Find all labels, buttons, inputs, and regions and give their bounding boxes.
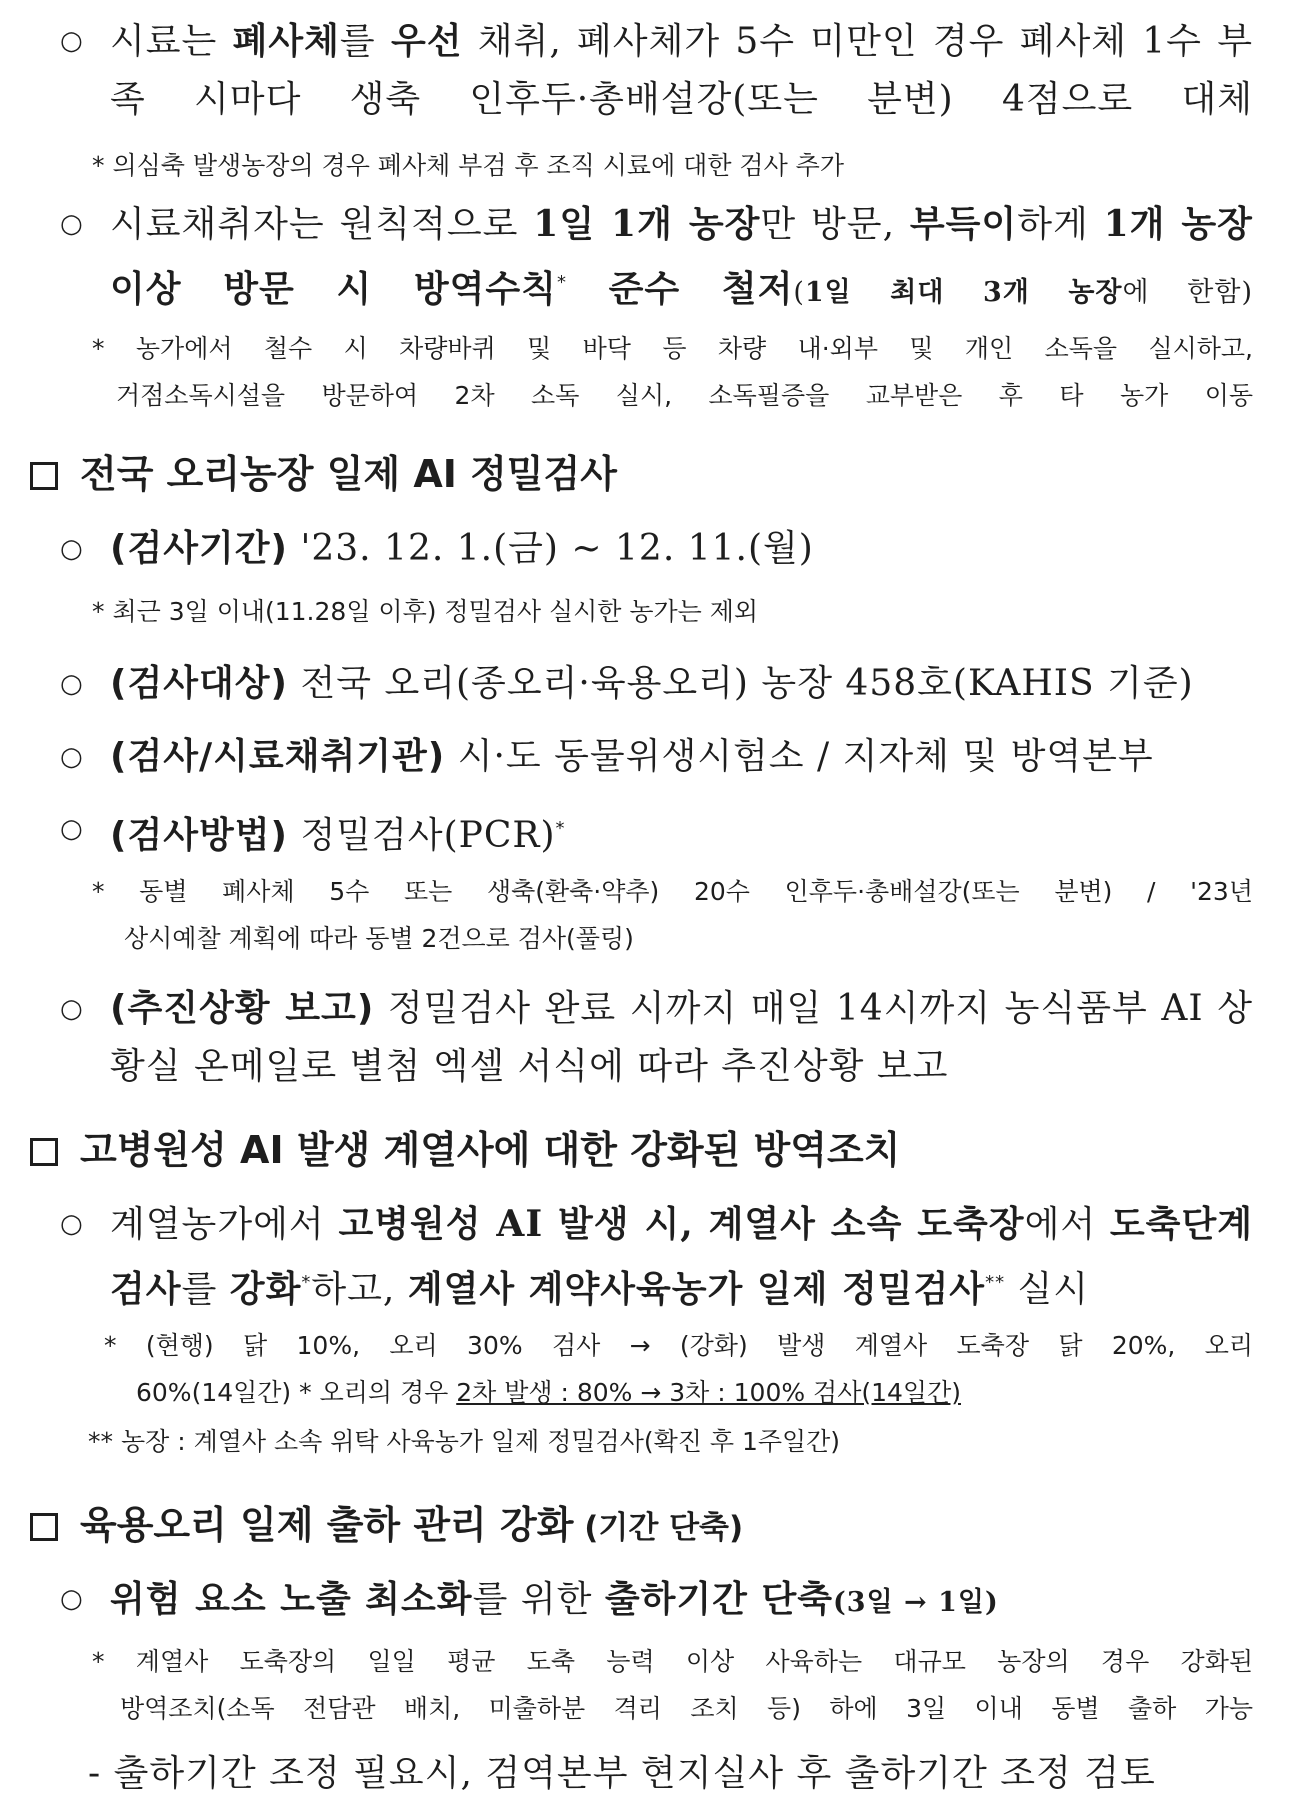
paragraph-text: (검사방법) 정밀검사(PCR)* (110, 815, 566, 856)
paragraph-text: 계열농가에서 고병원성 AI 발생 시, 계열사 소속 도축장에서 도축단계 검사를 강화*하고, 계열사 계약사육농가 일제 정밀검사** 실시 (110, 1203, 1253, 1310)
square-bullet-icon (30, 462, 58, 490)
paragraph-text: 위험 요소 노출 최소화를 위한 출하기간 단축(3일 → 1일) (110, 1578, 999, 1620)
circle-bullet-icon: ○ (60, 1584, 83, 1614)
circle-bullet-icon: ○ (60, 994, 83, 1024)
paragraph-affiliate-inspection (60, 1195, 1253, 1319)
circle-bullet-icon: ○ (60, 742, 83, 772)
note-large-farm-exception: * 계열사 도축장의 일일 평균 도축 능력 이상 사육하는 대규모 농장의 경우 강화된 방역조치(소독 전담관 배치, 미출하분 격리 조치 등) 하에 3일 이내 동별 출하 가능 (92, 1647, 1253, 1723)
note-exclusion: * 최근 3일 이내(11.28일 이후) 정밀검사 실시한 농가는 제외 (92, 597, 759, 626)
circle-bullet-icon: ○ (60, 669, 83, 699)
note-farm-inspection: ** 농장 : 계열사 소속 위탁 사육농가 일제 정밀검사(확진 후 1주일간) (88, 1427, 841, 1456)
paragraph-sampler-visits (60, 195, 1253, 322)
paragraph-progress-report (60, 980, 1253, 1096)
section-heading-shipment-management: 육용오리 일제 출하 관리 강화 (기간 단축) (30, 1495, 1263, 1558)
paragraph-text: (추진상황 보고) 정밀검사 완료 시까지 매일 14시까지 농식품부 AI 상황실 온메일로 별첨 엑셀 서식에 따라 추진상황 보고 (110, 988, 1253, 1087)
note-inspection-rates: * (현행) 닭 10%, 오리 30% 검사 → (강화) 발생 계열사 도축장 닭 20%, 오리 60%(14일간) * 오리의 경우 2차 발생 : 80% → 3차 : 100% 검사(14일간) (104, 1331, 1253, 1407)
square-bullet-icon (30, 1513, 58, 1541)
section-heading-duck-farm-inspection: 전국 오리농장 일제 AI 정밀검사 (30, 444, 1263, 504)
paragraph-inspection-method (60, 800, 1253, 865)
dash-item-shipment-adjustment: - 출하기간 조정 필요시, 검역본부 현지실사 후 출하기간 조정 검토 (88, 1753, 1156, 1794)
note-sampling: * 동별 폐사체 5수 또는 생축(환축·약추) 20수 인후두·총배설강(또는 분변) / '23년 상시예찰 계획에 따라 동별 2건으로 검사(풀링) (92, 877, 1253, 953)
paragraph-text: (검사기간) '23. 12. 1.(금) ~ 12. 11.(월) (110, 528, 814, 569)
section-heading-affiliate-measures: 고병원성 AI 발생 계열사에 대한 강화된 방역조치 (30, 1120, 1263, 1180)
paragraph-text: 시료는 폐사체를 우선 채취, 폐사체가 5수 미만인 경우 폐사체 1수 부족 시마다 생축 인후두·총배설강(또는 분변) 4점으로 대체 (110, 20, 1253, 120)
paragraph-inspection-agency (60, 728, 1253, 786)
circle-bullet-icon: ○ (60, 814, 83, 844)
circle-bullet-icon: ○ (60, 209, 83, 239)
note-disinfection: * 농가에서 철수 시 차량바퀴 및 바닥 등 차량 내·외부 및 개인 소독을 실시하고, 거점소독시설을 방문하여 2차 소독 실시, 소독필증을 교부받은 후 타 농가 이동 (92, 334, 1253, 410)
paragraph-text: (검사/시료채취기관) 시·도 동물위생시험소 / 지자체 및 방역본부 (110, 736, 1154, 777)
paragraph-inspection-period (60, 520, 1253, 578)
paragraph-sample-priority (60, 12, 1253, 129)
paragraph-text: (검사대상) 전국 오리(종오리·육용오리) 농장 458호(KAHIS 기준) (110, 663, 1194, 704)
square-bullet-icon (30, 1138, 58, 1166)
circle-bullet-icon: ○ (60, 1209, 83, 1239)
circle-bullet-icon: ○ (60, 534, 83, 564)
note-necropsy: * 의심축 발생농장의 경우 폐사체 부검 후 조직 시료에 대한 검사 추가 (92, 151, 844, 180)
circle-bullet-icon: ○ (60, 26, 83, 56)
paragraph-shipment-shortening (60, 1570, 1253, 1632)
paragraph-inspection-target (60, 655, 1253, 713)
paragraph-text: 시료채취자는 원칙적으로 1일 1개 농장만 방문, 부득이하게 1개 농장 이상 방문 시 방역수칙* 준수 철저(1일 최대 3개 농장에 한함) (110, 203, 1253, 310)
